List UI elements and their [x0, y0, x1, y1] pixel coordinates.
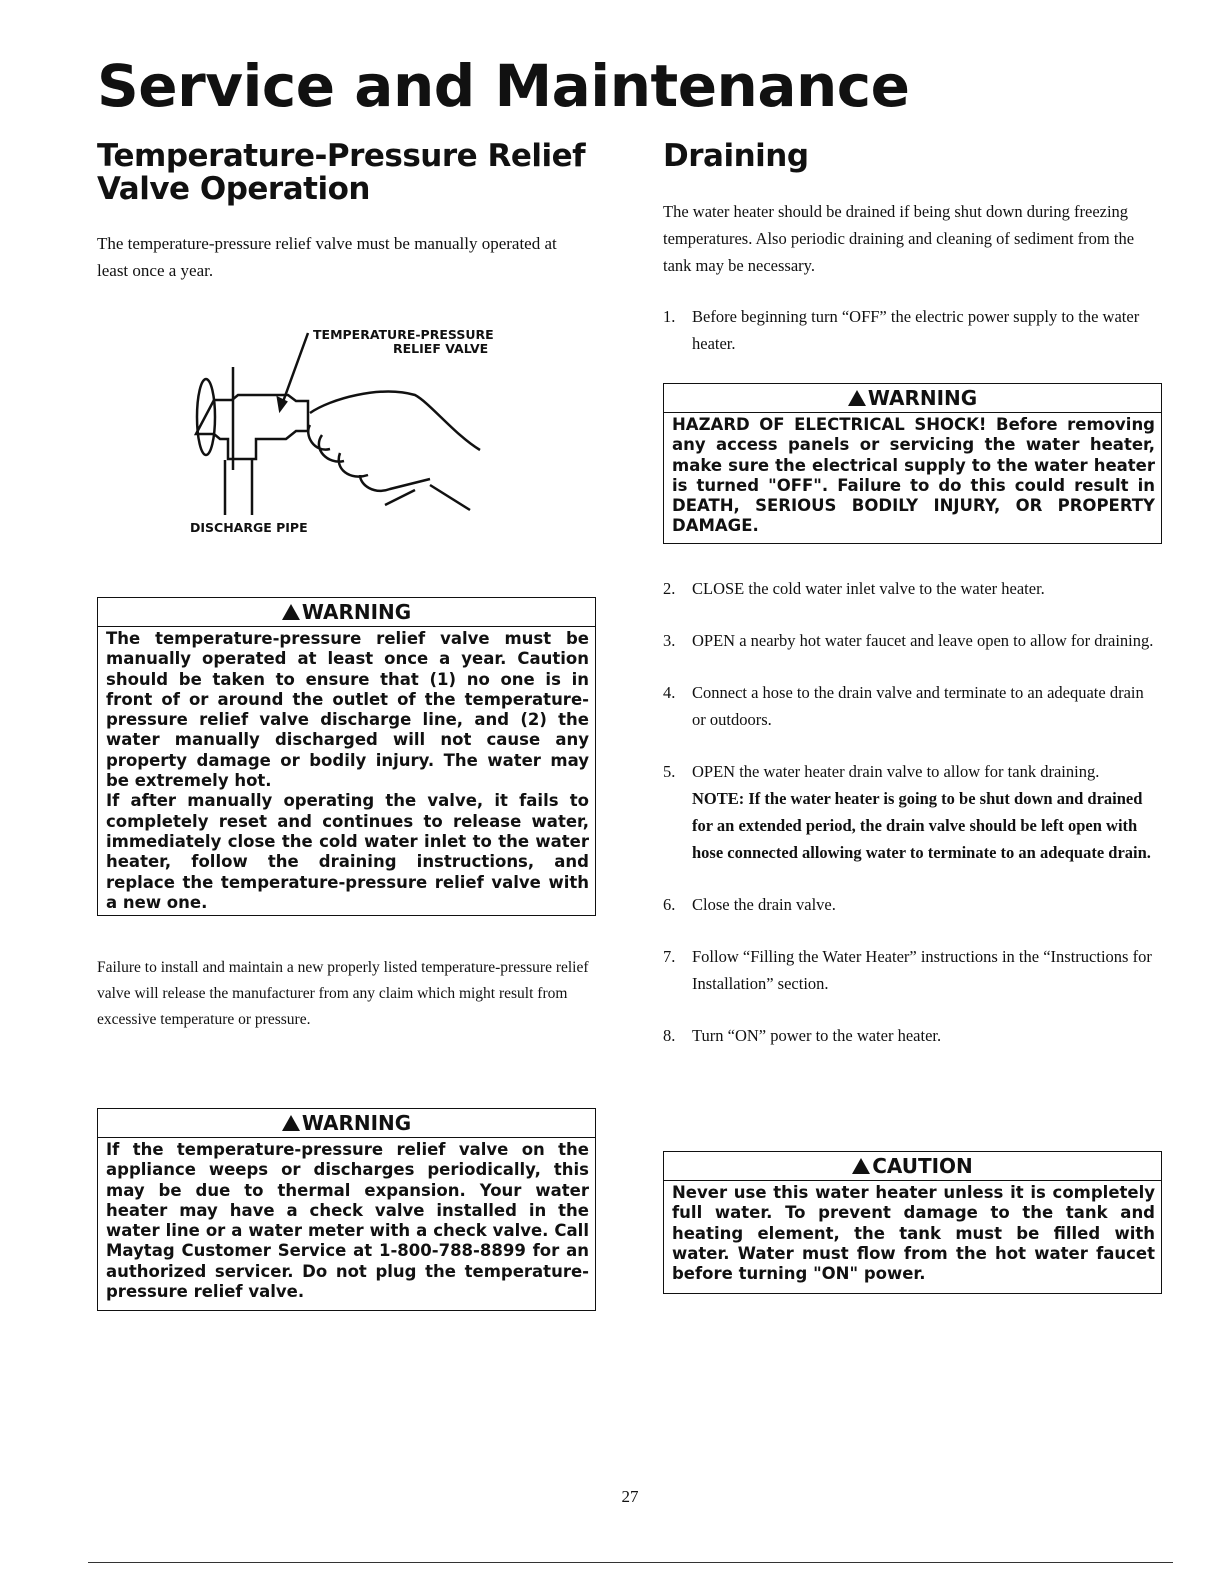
step-text: Connect a hose to the drain valve and terminate to an adequate drain or outdoors. — [692, 683, 1144, 729]
caution-label: CAUTION — [872, 1154, 973, 1178]
list-item — [663, 679, 1158, 733]
warning-text: If after manually operating the valve, it fails to completely reset and continues to release water, immediately close the cold water inlet to the water heater, follow the draining instructions, and replace the temperature-pressure relief valve with a new one. — [106, 791, 589, 912]
draining-steps-part2 — [663, 575, 1158, 1074]
warning-header — [664, 384, 1161, 413]
step-number: 1. — [663, 307, 676, 326]
warning-text: If the temperature-pressure relief valve on the appliance weeps or discharges periodically, this may be due to thermal expansion. Your water heater may have a check valve installed in the water line or a water meter with a check valve. Call Maytag Customer Service at 1-800-788-8899 for an authorized servicer. Do not plug the temperature-pressure relief valve. — [106, 1140, 589, 1302]
tp-valve-warning-box — [97, 597, 596, 916]
draining-heading: Draining — [663, 138, 809, 174]
list-item — [663, 627, 1158, 654]
bottom-rule — [88, 1562, 1173, 1563]
step-text: Turn “ON” power to the water heater. — [692, 1026, 942, 1045]
step-text: Before beginning turn “OFF” the electric power supply to the water heater. — [692, 307, 1140, 353]
warning-header — [98, 598, 595, 627]
step-number: 3. — [663, 631, 676, 650]
step-text: Close the drain valve. — [692, 895, 836, 914]
warning-triangle-icon — [282, 604, 300, 620]
warning-header — [98, 1109, 595, 1138]
left-column — [97, 140, 597, 284]
step-number: 4. — [663, 683, 676, 702]
right-column — [663, 140, 1163, 382]
label-line: RELIEF VALVE — [393, 341, 489, 356]
electrical-shock-warning-box — [663, 383, 1162, 544]
draining-intro: The water heater should be drained if being shut down during freezing temperatures. Also periodic draining and cleaning of sediment from the tank may be necessary. — [663, 202, 1135, 275]
tp-valve-heading — [97, 140, 597, 206]
valve-figure — [190, 325, 530, 545]
caution-box — [663, 1151, 1162, 1294]
heading-line: Valve Operation — [97, 171, 370, 207]
warning-triangle-icon — [852, 1158, 870, 1174]
list-item — [663, 758, 1158, 866]
step-text: CLOSE the cold water inlet valve to the water heater. — [692, 579, 1045, 598]
warning-text: The temperature-pressure relief valve must be manually operated at least once a year. Caution should be taken to ensure that (1) no one is in front of or around the outlet of the temperature-pressure relief valve discharge line, and (2) the water manually discharged will not cause any property damage or bodily injury. The water may be extremely hot. — [106, 629, 589, 791]
step-number: 2. — [663, 579, 676, 598]
step-text: OPEN a nearby hot water faucet and leave open to allow for draining. — [692, 631, 1154, 650]
step-text: OPEN the water heater drain valve to allow for tank draining. — [692, 762, 1100, 781]
list-item — [663, 943, 1158, 997]
failure-notice: Failure to install and maintain a new properly listed temperature-pressure relief valve will release the manufacturer from any claim which might result from excessive temperature or pressure. — [97, 959, 589, 1028]
step-number: 7. — [663, 947, 676, 966]
valve-illustration — [190, 325, 530, 545]
tp-valve-intro: The temperature-pressure relief valve must be manually operated at least once a year. — [97, 234, 557, 280]
heading-line: Temperature-Pressure Relief — [97, 138, 586, 174]
warning-text: HAZARD OF ELECTRICAL SHOCK! Before removing any access panels or servicing the water heater, make sure the electrical supply to the water heater is turned "OFF". Failure to do this could result in DEATH, SERIOUS BODILY INJURY, OR PROPERTY DAMAGE. — [672, 415, 1155, 536]
label-line: TEMPERATURE-PRESSURE — [313, 327, 494, 342]
figure-label-pipe: DISCHARGE PIPE — [190, 520, 308, 535]
step-note: NOTE: If the water heater is going to be shut down and drained for an extended period, the drain valve should be left open with hose connected allowing water to terminate to an adequate drain. — [692, 789, 1151, 862]
caution-text: Never use this water heater unless it is completely full water. To prevent damage to the tank and heating element, the tank must be filled with water. Water must flow from the hot water faucet before turning "ON" power. — [672, 1183, 1155, 1284]
step-text: Follow “Filling the Water Heater” instructions in the “Instructions for Installation” section. — [692, 947, 1152, 993]
step-number: 6. — [663, 895, 676, 914]
list-item — [663, 1022, 1158, 1049]
draining-steps-part1 — [663, 303, 1163, 357]
warning-label: WARNING — [867, 386, 978, 410]
caution-header — [664, 1152, 1161, 1181]
thermal-expansion-warning-box — [97, 1108, 596, 1311]
step-number: 5. — [663, 762, 676, 781]
warning-label: WARNING — [301, 600, 412, 624]
page-title: Service and Maintenance — [97, 52, 910, 120]
warning-label: WARNING — [301, 1111, 412, 1135]
step-number: 8. — [663, 1026, 676, 1045]
page-number: 27 — [621, 1487, 639, 1506]
list-item — [663, 891, 1158, 918]
warning-triangle-icon — [282, 1115, 300, 1131]
list-item — [663, 575, 1158, 602]
list-item — [663, 303, 1163, 357]
warning-triangle-icon — [848, 390, 866, 406]
